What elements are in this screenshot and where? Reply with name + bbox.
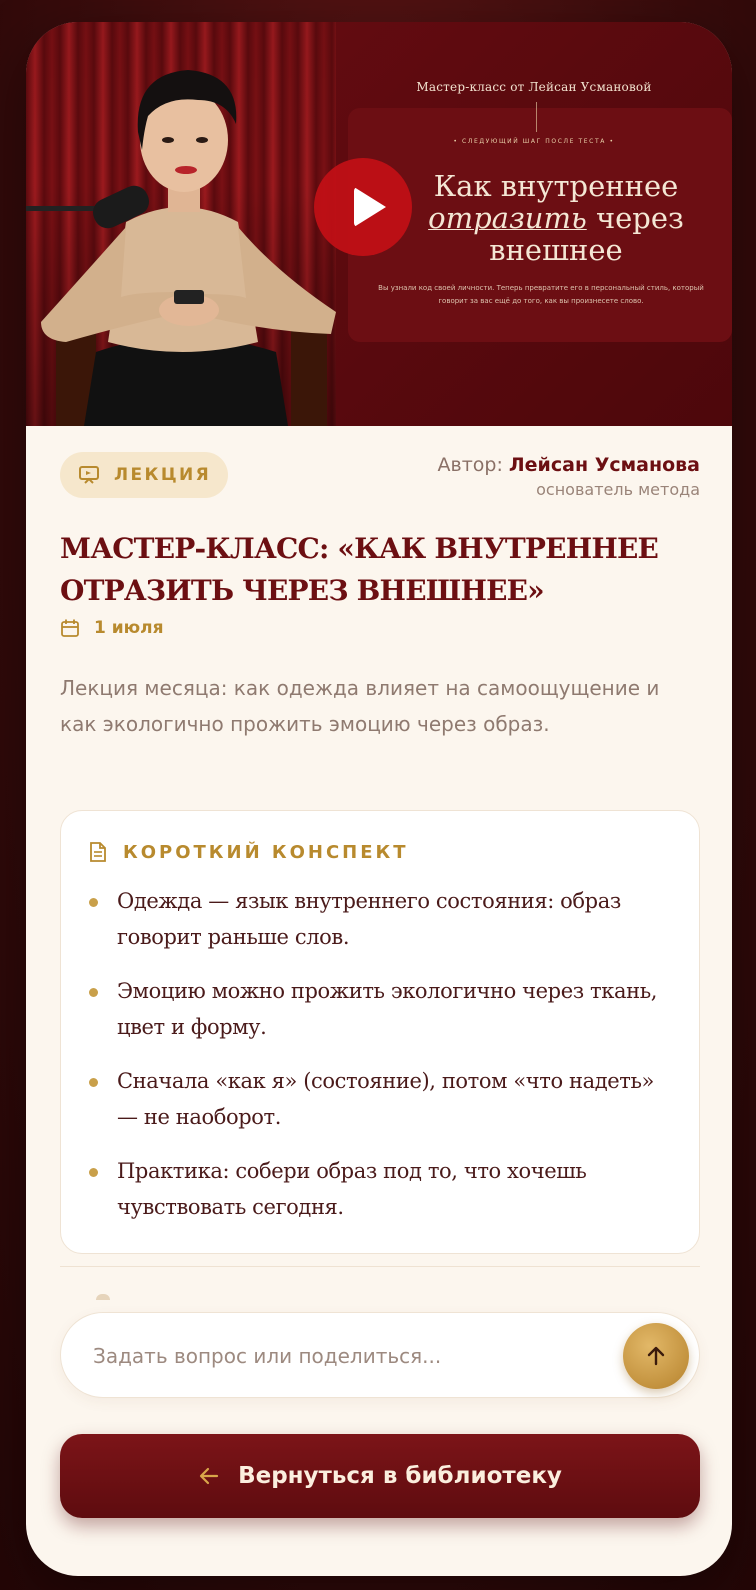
summary-points [89, 883, 679, 1243]
slide-title: Как внутреннее отразить через внешнее [428, 169, 684, 267]
presentation-icon [78, 465, 100, 485]
author-line: Автор: Лейсан Усманова [437, 454, 700, 476]
question-input[interactable] [93, 1313, 613, 1399]
list-item: Сначала «как я» (состояние), потом «что надеть» — не наоборот. [89, 1063, 679, 1135]
lesson-date [60, 618, 164, 638]
calendar-icon [60, 618, 80, 638]
summary-card [60, 810, 700, 1254]
list-item: Практика: собери образ под то, что хочешь чувствовать сегодня. [89, 1153, 679, 1225]
back-to-library-button[interactable] [60, 1434, 700, 1518]
slide-caption: Мастер-класс от Лейсан Усмановой [416, 80, 652, 94]
author-block [438, 454, 701, 499]
lesson-type-badge [60, 452, 228, 498]
lesson-description: Лекция месяца: как одежда влияет на самоощущение и как экологично прожить эмоцию через образ. [60, 676, 660, 736]
play-icon [354, 187, 386, 227]
badge-label: ЛЕКЦИЯ [114, 465, 212, 485]
play-button[interactable] [314, 158, 412, 256]
divider [60, 1266, 700, 1267]
comment-composer [60, 1312, 700, 1398]
slide-kicker: • СЛЕДУЮЩИЙ ШАГ ПОСЛЕ ТЕСТА • [453, 138, 615, 145]
send-button[interactable] [623, 1323, 689, 1389]
video-speaker-frame [26, 22, 338, 426]
speaker-figure [26, 22, 338, 426]
arrow-left-icon [198, 1466, 220, 1486]
author-role: основатель метода [536, 480, 700, 499]
lesson-title: МАСТЕР-КЛАСС: «КАК ВНУТРЕННЕЕ ОТРАЗИТЬ ЧЕРЕЗ ВНЕШНЕЕ» [60, 532, 659, 607]
video-player[interactable] [26, 22, 732, 426]
next-section-peek [96, 1294, 110, 1300]
lesson-card [26, 22, 732, 1576]
summary-title: КОРОТКИЙ КОНСПЕКТ [123, 841, 409, 863]
document-icon [89, 841, 107, 863]
list-item: Одежда — язык внутреннего состояния: образ говорит раньше слов. [89, 883, 679, 955]
author-name[interactable]: Лейсан Усманова [508, 454, 700, 476]
arrow-up-icon [644, 1344, 668, 1368]
date-text: 1 июля [94, 618, 164, 638]
list-item: Эмоцию можно прожить экологично через ткань, цвет и форму. [89, 973, 679, 1045]
back-label: Вернуться в библиотеку [238, 1463, 562, 1489]
summary-header [89, 841, 409, 863]
slide-subtext: Вы узнали код своей личности. Теперь превратите его в персональный стиль, который говорит за вас ещё до того, как вы произнесете слово. [378, 284, 704, 305]
